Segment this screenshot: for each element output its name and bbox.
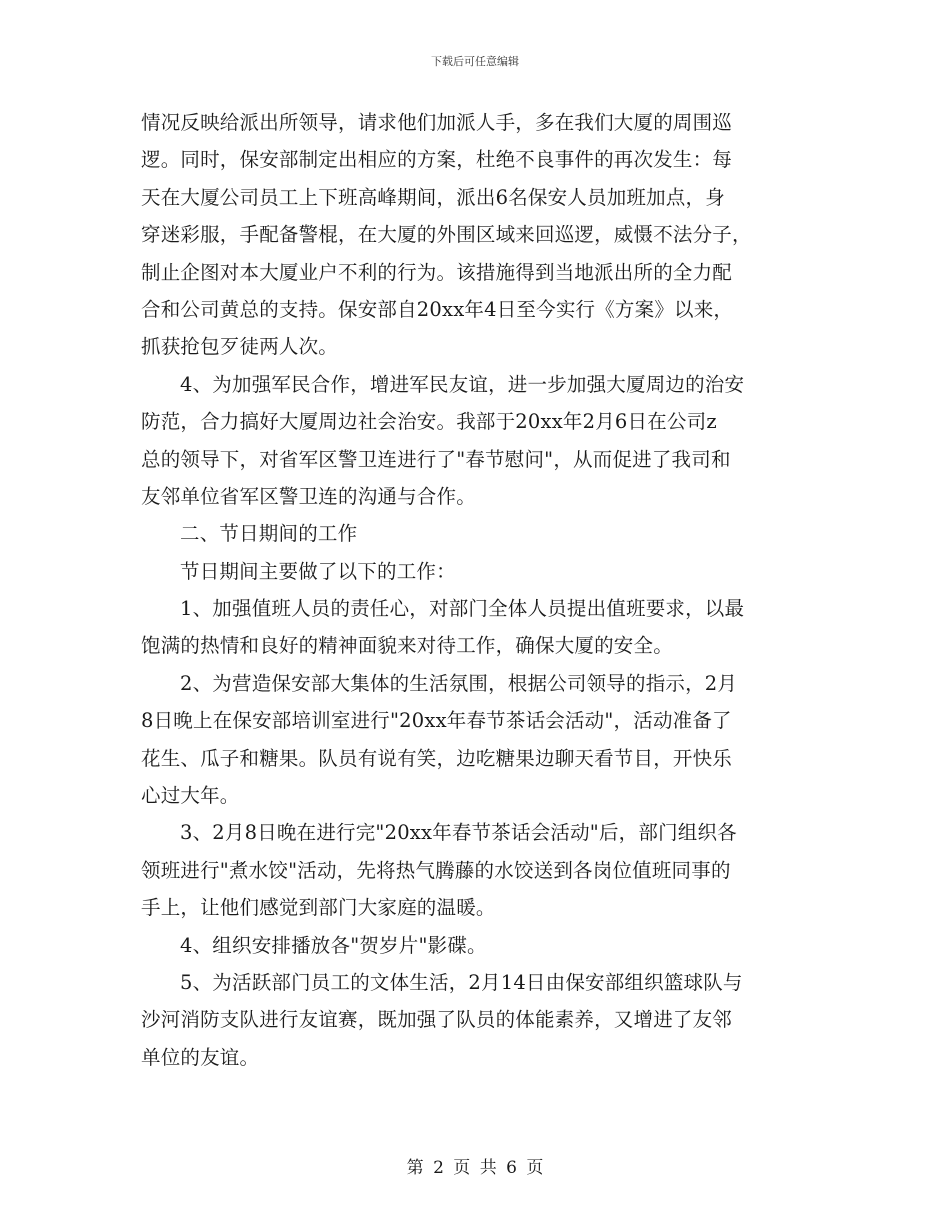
text-line: 抓获抢包歹徒两人次。 (141, 335, 339, 359)
document-body (141, 104, 813, 1076)
text-line: 合和公司黄总的支持。保安部自20xx年4日至今实行《方案》以来， (141, 297, 734, 321)
text-line: 2、为营造保安部大集体的生活氛围，根据公司领导的指示，2月 (180, 671, 738, 695)
text-line: 节日期间主要做了以下的工作： (180, 559, 456, 583)
text-line: 4、为加强军民合作，增进军民友谊，进一步加强大厦周边的治安 (180, 372, 745, 396)
text-line: 防范，合力搞好大厦周边社会治安。我部于20xx年2月6日在公司z (141, 410, 717, 434)
text-line: 8日晚上在保安部培训室进行"20xx年春节茶话会活动"，活动准备了 (141, 709, 732, 733)
text-line: 制止企图对本大厦业户不利的行为。该措施得到当地派出所的全力配 (141, 260, 733, 284)
text-line: 穿迷彩服，手配备警棍，在大厦的外围区域来回巡逻，威慑不法分子， (141, 223, 752, 247)
text-line: 单位的友谊。 (141, 1045, 260, 1069)
text-line: 友邻单位省军区警卫连的沟通与合作。 (141, 484, 476, 508)
text-line: 天在大厦公司员工上下班高峰期间，派出6名保安人员加班加点，身 (141, 185, 725, 209)
text-line: 3、2月8日晚在进行完"20xx年春节茶话会活动"后，部门组织各 (180, 821, 737, 845)
text-line: 手上，让他们感觉到部门大家庭的温暖。 (141, 896, 496, 920)
text-line: 心过大年。 (141, 784, 240, 808)
page-header: 下载后可任意编辑 (431, 55, 519, 68)
text-line: 1、加强值班人员的责任心，对部门全体人员提出值班要求，以最 (180, 597, 745, 621)
text-line: 4、组织安排播放各"贺岁片"影碟。 (180, 933, 487, 957)
text-line: 领班进行"煮水饺"活动，先将热气腾藤的水饺送到各岗位值班同事的 (141, 858, 731, 882)
text-line: 5、为活跃部门员工的文体生活，2月14日由保安部组织篮球队与 (180, 970, 743, 994)
text-line: 花生、瓜子和糖果。队员有说有笑，边吃糖果边聊天看节目，开快乐 (141, 746, 733, 770)
text-line: 二、节日期间的工作 (180, 522, 358, 546)
page-footer: 第 2 页 共 6 页 (406, 1158, 544, 1178)
text-line: 饱满的热情和良好的精神面貌来对待工作，确保大厦的安全。 (141, 634, 673, 658)
text-line: 沙河消防支队进行友谊赛，既加强了队员的体能素养，又增进了友邻 (141, 1008, 733, 1032)
text-line: 逻。同时，保安部制定出相应的方案，杜绝不良事件的再次发生：每 (141, 148, 733, 172)
text-line: 总的领导下，对省军区警卫连进行了"春节慰问"，从而促进了我司和 (141, 447, 731, 471)
text-line: 情况反映给派出所领导，请求他们加派人手，多在我们大厦的周围巡 (141, 111, 733, 134)
